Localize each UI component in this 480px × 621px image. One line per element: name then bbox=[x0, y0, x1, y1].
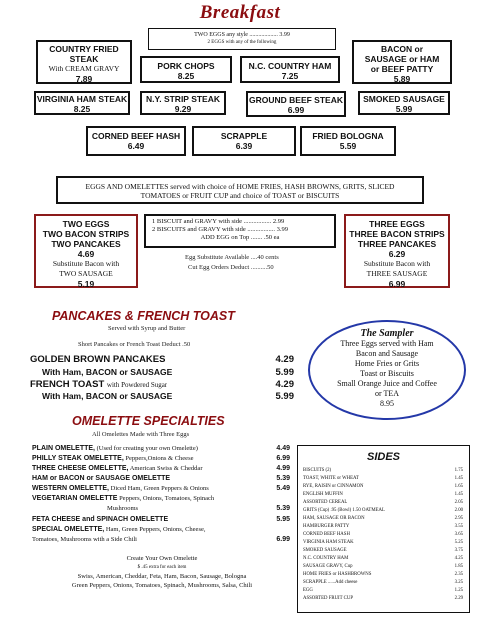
item-price: 8.25 bbox=[177, 71, 195, 81]
side-name: ENGLISH MUFFIN bbox=[303, 492, 343, 497]
sampler-line: or TEA bbox=[374, 389, 400, 398]
pancakes-served: Served with Syrup and Butter bbox=[108, 325, 186, 332]
row-price: 4.49 bbox=[276, 445, 290, 452]
item-name: COUNTRY FRIED STEAK bbox=[49, 44, 119, 64]
row-name bbox=[32, 516, 168, 525]
item-price: 5.99 bbox=[395, 104, 413, 114]
combo-sub-price: 6.99 bbox=[388, 279, 406, 289]
row-name-sub: American Swiss & Cheddar bbox=[128, 465, 203, 472]
pancakes-short: Short Pancakes or French Toast Deduct .50 bbox=[78, 341, 191, 348]
omelette-row bbox=[32, 526, 290, 535]
omelette-section-title: OMELETTE SPECIALTIES bbox=[72, 414, 225, 428]
side-price: 2.95 bbox=[454, 516, 463, 521]
row-price: 4.29 bbox=[275, 379, 294, 390]
side-name: RYE, RAISIN or CINNAMON bbox=[303, 484, 364, 489]
item-name: N.C. COUNTRY HAM bbox=[248, 61, 332, 71]
item-name: GROUND BEEF STEAK bbox=[249, 95, 343, 105]
side-row bbox=[303, 572, 463, 578]
combo-line: THREE PANCAKES bbox=[357, 239, 437, 249]
combo-line: THREE EGGS bbox=[369, 219, 425, 229]
item-name: VIRGINIA HAM STEAK bbox=[36, 94, 128, 104]
side-name: BISCUITS (2) bbox=[303, 468, 332, 473]
row-name-sub: Mushrooms bbox=[107, 505, 139, 512]
combo-line: 2 BISCUITS and GRAVY with side ................. 3.99 bbox=[152, 226, 288, 233]
sampler-title: The Sampler bbox=[360, 328, 414, 339]
side-price: 5.25 bbox=[454, 540, 463, 545]
row-name bbox=[32, 495, 214, 504]
side-row bbox=[303, 508, 463, 514]
item-price: 8.25 bbox=[73, 104, 91, 114]
item-name: BACON or SAUSAGE or HAM or BEEF PATTY bbox=[364, 44, 440, 74]
item-name: FRIED BOLOGNA bbox=[312, 131, 384, 141]
combo-three-eggs bbox=[344, 214, 450, 288]
combo-biscuits bbox=[144, 214, 336, 248]
side-row bbox=[303, 484, 463, 490]
combo-price: 6.29 bbox=[388, 249, 406, 259]
item-corned-beef-hash bbox=[86, 126, 186, 156]
item-name: N.Y. STRIP STEAK bbox=[146, 94, 220, 104]
side-row bbox=[303, 564, 463, 570]
row-name-main: PLAIN OMELETTE, bbox=[32, 445, 95, 452]
item-price: 6.99 bbox=[287, 105, 305, 115]
eggs-omelettes-note bbox=[56, 176, 424, 204]
row-name-sub: Tomatoes, Mushrooms with a Side Chili bbox=[32, 536, 137, 543]
side-name: VIRGINIA HAM STEAK bbox=[303, 540, 354, 545]
row-name bbox=[32, 455, 193, 464]
row-price: 5.99 bbox=[275, 367, 294, 378]
row-name bbox=[32, 485, 209, 494]
side-row bbox=[303, 596, 463, 602]
side-price: 1.65 bbox=[454, 484, 463, 489]
combo-line: TWO PANCAKES bbox=[51, 239, 121, 249]
sampler-line: Bacon and Sausage bbox=[355, 349, 419, 358]
side-row bbox=[303, 588, 463, 594]
side-name: CORNED BEEF HASH bbox=[303, 532, 350, 537]
side-row bbox=[303, 580, 463, 586]
row-name-main: FETA CHEESE and SPINACH OMELETTE bbox=[32, 516, 169, 523]
item-name: SCRAPPLE bbox=[220, 131, 268, 141]
row-name-main: VEGETARIAN OMELETTE bbox=[32, 495, 118, 502]
side-row bbox=[303, 492, 463, 498]
cut-egg-note: Cut Egg Orders Deduct ..........50 bbox=[188, 264, 274, 271]
sampler-line: Small Orange Juice and Coffee bbox=[337, 379, 437, 388]
item-fried-bologna bbox=[300, 126, 396, 156]
side-price: 3.75 bbox=[454, 548, 463, 553]
side-name: GRITS (Cup) .95 (Bowl) 1.50 OATMEAL bbox=[303, 508, 385, 513]
item-virginia-ham-steak bbox=[34, 91, 130, 115]
sampler-line: Toast or Biscuits bbox=[360, 369, 414, 378]
sampler-price: 8.95 bbox=[380, 399, 394, 408]
row-price: 6.99 bbox=[276, 536, 290, 543]
row-name bbox=[32, 445, 198, 454]
row-name-sub: (Used for creating your own Omelette) bbox=[95, 445, 198, 452]
page-title: Breakfast bbox=[199, 2, 281, 23]
item-price: 7.89 bbox=[75, 74, 93, 84]
side-price: 2.29 bbox=[454, 596, 463, 601]
item-country-fried-steak bbox=[36, 40, 132, 84]
side-row bbox=[303, 516, 463, 522]
side-price: 3.65 bbox=[454, 532, 463, 537]
egg-substitute-note: Egg Substitute Available ....40 cents bbox=[185, 254, 279, 261]
item-price: 6.39 bbox=[235, 141, 253, 151]
menu-row bbox=[42, 367, 294, 378]
side-row bbox=[303, 500, 463, 506]
combo-sub: Substitute Bacon with THREE SAUSAGE bbox=[363, 259, 431, 278]
item-smoked-sausage bbox=[358, 91, 450, 115]
side-name: HAMBURGER PATTY bbox=[303, 524, 350, 529]
item-sub: With CREAM GRAVY bbox=[48, 64, 120, 73]
side-name: EGG bbox=[303, 588, 313, 593]
row-price: 4.29 bbox=[275, 354, 294, 365]
side-row bbox=[303, 548, 463, 554]
row-name-sub: Peppers, Onions, Tomatoes, Spinach bbox=[117, 495, 215, 502]
menu-row bbox=[30, 379, 294, 390]
row-name bbox=[32, 526, 206, 535]
item-name: CORNED BEEF HASH bbox=[91, 131, 181, 141]
row-price: 5.49 bbox=[276, 485, 290, 492]
side-name: SAUSAGE GRAVY, Cup bbox=[303, 564, 353, 569]
side-row bbox=[303, 532, 463, 538]
row-price: 5.39 bbox=[276, 475, 290, 482]
row-name-sub: Diced Ham, Green Peppers & Onions bbox=[109, 485, 209, 492]
row-name bbox=[32, 536, 137, 545]
side-row bbox=[303, 540, 463, 546]
side-name: SCRAPPLE ......Add cheese bbox=[303, 580, 358, 585]
side-price: 1.45 bbox=[454, 476, 463, 481]
row-name-sub: Peppers,Onions & Cheese bbox=[123, 455, 194, 462]
side-price: 2.05 bbox=[454, 500, 463, 505]
sampler-line: Home Fries or Grits bbox=[354, 359, 420, 368]
pancakes-section-title: PANCAKES & FRENCH TOAST bbox=[52, 309, 235, 323]
sampler-oval bbox=[308, 320, 466, 420]
combo-line: TWO EGGS bbox=[62, 219, 110, 229]
omelette-row bbox=[32, 455, 290, 464]
row-name: With Ham, BACON or SAUSAGE bbox=[42, 367, 173, 377]
item-nc-country-ham bbox=[240, 56, 340, 83]
create-own-title: Create Your Own Omelette bbox=[126, 555, 198, 562]
row-name-main: HAM or BACON or SAUSAGE OMELETTE bbox=[32, 475, 171, 482]
side-name: TOAST, WHITE or WHEAT bbox=[303, 476, 359, 481]
sampler-line: Three Eggs served with Ham bbox=[340, 339, 434, 348]
side-price: 2.00 bbox=[454, 508, 463, 513]
row-name-main: THREE CHEESE OMELETTE, bbox=[32, 465, 129, 472]
item-price: 9.29 bbox=[174, 104, 192, 114]
omelette-row bbox=[32, 505, 290, 514]
combo-sub-price: 5.19 bbox=[77, 279, 95, 289]
create-own-items-2: Green Peppers, Onions, Tomatoes, Spinach, Mushrooms, Salsa, Chili bbox=[71, 582, 253, 589]
omelette-row bbox=[32, 516, 290, 525]
omelette-row bbox=[32, 536, 290, 545]
omelette-row bbox=[32, 485, 290, 494]
row-name-main: PHILLY STEAK OMELETTE, bbox=[32, 455, 124, 462]
side-name: HOME FRIES or HASHBROWNS bbox=[303, 572, 372, 577]
two-eggs-line2: 2 EGGS with any of the following bbox=[207, 40, 277, 45]
row-name-main: FRENCH TOAST bbox=[30, 379, 105, 390]
combo-line: THREE BACON STRIPS bbox=[349, 229, 445, 239]
side-price: 1.75 bbox=[454, 468, 463, 473]
combo-price: 4.69 bbox=[77, 249, 95, 259]
side-price: 3.55 bbox=[454, 524, 463, 529]
side-row bbox=[303, 468, 463, 474]
omelette-row bbox=[32, 465, 290, 474]
side-price: 1.85 bbox=[454, 564, 463, 569]
side-price: 3.25 bbox=[454, 580, 463, 585]
side-row bbox=[303, 476, 463, 482]
row-name-main: SPECIAL OMELETTE, bbox=[32, 526, 105, 533]
omelette-row bbox=[32, 475, 290, 484]
item-ground-beef-steak bbox=[246, 91, 346, 117]
row-price: 5.95 bbox=[276, 516, 290, 523]
row-price: 4.99 bbox=[276, 465, 290, 472]
omelette-row bbox=[32, 495, 290, 504]
side-name: ASSORTED CEREAL bbox=[303, 500, 348, 505]
combo-line: TWO BACON STRIPS bbox=[42, 229, 130, 239]
row-name-sub: with Powdered Sugar bbox=[106, 381, 168, 389]
item-name: SMOKED SAUSAGE bbox=[363, 94, 445, 104]
side-name: N.C. COUNTRY HAM bbox=[303, 556, 349, 561]
menu-row bbox=[30, 354, 294, 365]
item-price: 5.89 bbox=[393, 74, 411, 84]
two-eggs-line1: TWO EGGS any style ................... 3.99 bbox=[194, 32, 290, 38]
omelette-sub: All Omelettes Made with Three Eggs bbox=[92, 431, 190, 438]
row-name bbox=[32, 465, 203, 474]
row-name bbox=[32, 505, 138, 514]
create-own-note: $ .45 extra for each item bbox=[137, 565, 187, 570]
side-row bbox=[303, 524, 463, 530]
item-pork-chops bbox=[140, 56, 232, 83]
side-name: HAM, SAUSAGE OR BACON bbox=[303, 516, 365, 521]
row-price: 5.99 bbox=[275, 391, 294, 402]
row-price: 5.39 bbox=[276, 505, 290, 512]
item-scrapple bbox=[192, 126, 296, 156]
row-name bbox=[30, 379, 167, 390]
combo-sub: Substitute Bacon with TWO SAUSAGE bbox=[52, 259, 120, 278]
item-bacon-sausage-ham-patty bbox=[352, 40, 452, 84]
item-name: PORK CHOPS bbox=[157, 61, 215, 71]
row-name bbox=[32, 475, 170, 484]
sides-box bbox=[297, 445, 470, 613]
side-name: ASSORTED FRUIT CUP bbox=[303, 596, 354, 601]
side-row bbox=[303, 556, 463, 562]
combo-line: ADD EGG on Top ....... .50 ea bbox=[200, 234, 280, 241]
row-name-main: WESTERN OMELETTE, bbox=[32, 485, 109, 492]
sides-title: SIDES bbox=[366, 451, 400, 463]
row-name: With Ham, BACON or SAUSAGE bbox=[42, 391, 173, 401]
side-price: 2.35 bbox=[454, 572, 463, 577]
two-eggs-box bbox=[148, 28, 336, 50]
row-price: 6.99 bbox=[276, 455, 290, 462]
item-price: 5.59 bbox=[339, 141, 357, 151]
combo-two-eggs bbox=[34, 214, 138, 288]
item-ny-strip-steak bbox=[140, 91, 226, 115]
item-price: 7.25 bbox=[281, 71, 299, 81]
eggs-note-text: EGGS AND OMELETTES served with choice of HOME FRIES, HASH BROWNS, GRITS, SLICED TOMATOES or FRUIT CUP and choice of TOAST or BISCUITS bbox=[85, 182, 395, 200]
combo-line: 1 BISCUIT and GRAVY with side ................. 2.99 bbox=[152, 218, 285, 225]
side-name: SMOKED SAUSAGE bbox=[303, 548, 347, 553]
row-name: GOLDEN BROWN PANCAKES bbox=[30, 354, 166, 365]
item-price: 6.49 bbox=[127, 141, 145, 151]
row-name-sub: Ham, Green Peppers, Onions, Cheese, bbox=[104, 526, 206, 533]
omelette-row bbox=[32, 445, 290, 454]
create-own-items-1: Swiss, American, Cheddar, Feta, Ham, Bacon, Sausage, Bologna bbox=[77, 573, 247, 580]
side-price: 1.45 bbox=[454, 492, 463, 497]
side-price: 1.25 bbox=[454, 588, 463, 593]
side-price: 4.25 bbox=[454, 556, 463, 561]
menu-row bbox=[42, 391, 294, 402]
